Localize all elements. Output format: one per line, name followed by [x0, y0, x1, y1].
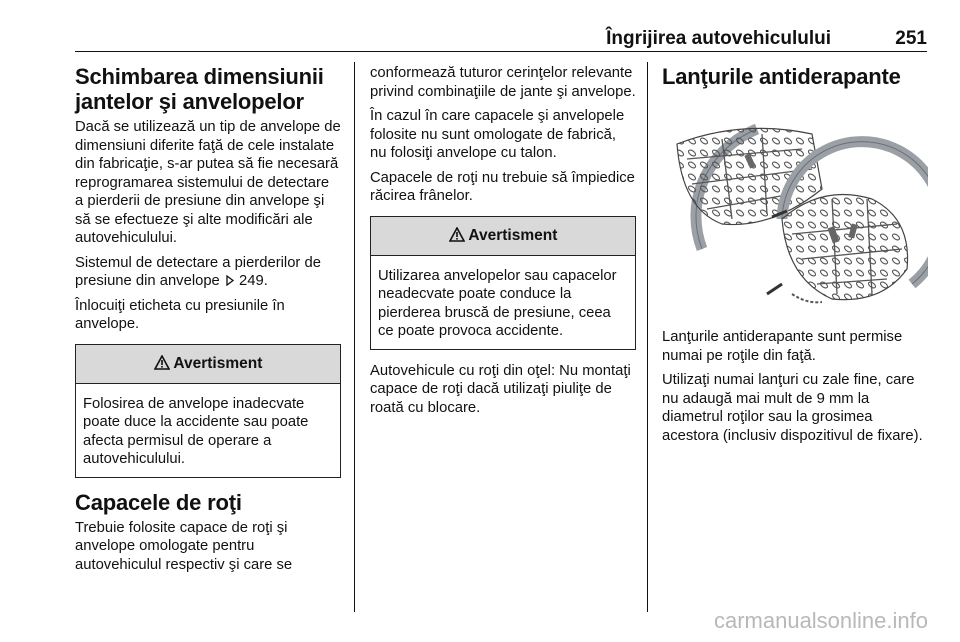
warning-triangle-icon — [154, 355, 174, 372]
warning-box-tyres — [75, 344, 341, 478]
warning-text: Utilizarea anvelopelor sau capacelor neadecvate poate conduce la pierderea bruscă de presiune, ceea ce poate provoca accidente. — [378, 267, 617, 339]
column-divider-1 — [354, 62, 355, 612]
warning-title: Avertisment — [468, 226, 558, 244]
paragraph-non-approved: În cazul în care capacele şi anvelopele folosite nu sunt omologate de fabrică, nu folosiţi anvelope cu talon. — [370, 108, 625, 161]
paragraph-pressure-detection — [75, 254, 341, 291]
paragraph-tyre-size: Dacă se utilizează un tip de anvelope de dimensiuni diferite faţă de cele instalate din fabricaţie, s-ar putea să fie necesară reprogramarea sistemului de detectare a pierderii de presiune din anvelope şi să se efectueze şi alte modificări ale autovehiculului. — [75, 119, 341, 246]
snow-chains-illustration — [662, 99, 928, 314]
column-3 — [662, 64, 928, 451]
section-heading-rim-tyre-size: Schimbarea dimensiunii jantelor şi anvelopelor — [75, 64, 324, 114]
page-reference-link[interactable]: 249. — [239, 273, 268, 289]
column-divider-2 — [647, 62, 648, 612]
column-2 — [370, 64, 636, 423]
paragraph-brake-cooling: Capacele de roţi nu trebuie să împiedice răcirea frânelor. — [370, 169, 635, 204]
paragraph-steel-wheels: Autovehicule cu roţi din oţel: Nu montaţi capace de roţi dacă utilizaţi piuliţe de roată cu blocare. — [370, 362, 631, 416]
paragraph-replace-label: Înlocuiţi eticheta cu presiunile în anvelope. — [75, 297, 285, 332]
warning-body — [371, 256, 635, 349]
section-heading-wheel-covers: Capacele de roţi — [75, 489, 242, 515]
header-rule — [75, 51, 927, 52]
warning-header — [371, 217, 635, 256]
watermark: carmanualsonline.info — [713, 608, 928, 633]
column-1 — [75, 64, 341, 580]
pressure-detection-text: Sistemul de detectare a pierderilor de presiune din anvelope — [75, 254, 321, 289]
warning-header — [76, 345, 340, 384]
header-title: Îngrijirea autovehiculului — [606, 28, 831, 49]
paragraph-fine-links: Utilizaţi numai lanţuri cu zale fine, care nu adaugă mai mult de 9 mm la diametrul roţilor sau la grosimea acestora (inclusiv dispozitivul de fixare). — [662, 372, 923, 444]
section-heading-snow-chains: Lanţurile antiderapante — [662, 64, 901, 89]
warning-body — [76, 384, 340, 477]
page-reference-icon — [224, 273, 239, 289]
paragraph-wheel-covers: Trebuie folosite capace de roţi şi anvelope omologate pentru autovehiculul respectiv şi care se — [75, 519, 293, 573]
page-header — [75, 28, 927, 50]
paragraph-front-wheels: Lanţurile antiderapante sunt permise numai pe roţile din faţă. — [662, 329, 903, 364]
warning-text: Folosirea de anvelope inadecvate poate duce la accidente sau poate afecta permisul de operare a autovehiculului. — [83, 395, 309, 467]
warning-triangle-icon — [449, 227, 469, 244]
warning-title: Avertisment — [173, 354, 263, 372]
page-number: 251 — [895, 28, 927, 49]
warning-box-wheel-covers — [370, 216, 636, 350]
paragraph-compliance: conformează tuturor cerinţelor relevante privind combinaţiile de jante şi anvelope. — [370, 65, 636, 100]
